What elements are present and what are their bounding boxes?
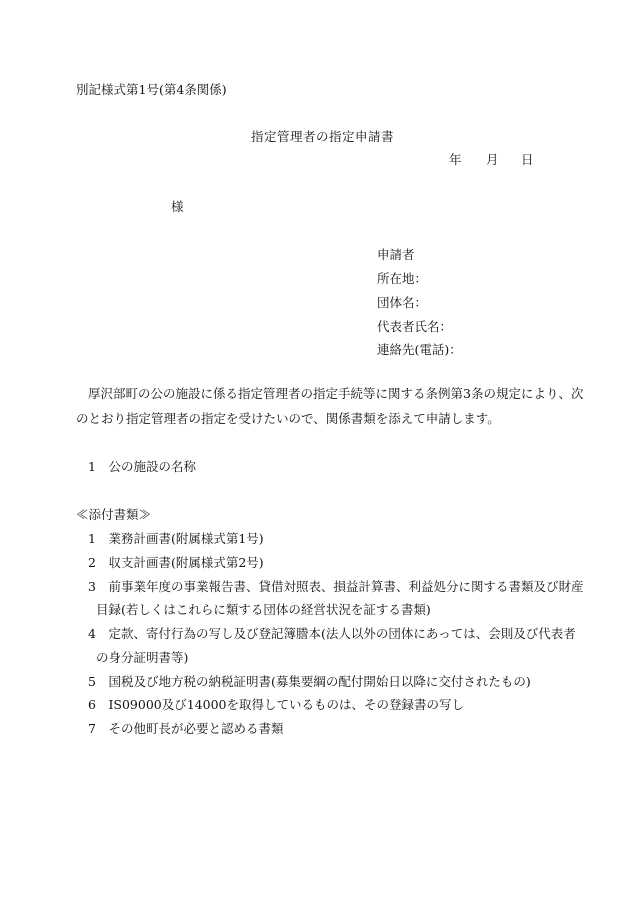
attachment-item-1: 1 業務計画書(附属様式第1号) [88,531,264,546]
attachments-heading: ≪添付書類≫ [76,507,152,522]
attachment-item-6: 6 IS09000及び14000を取得しているものは、その登録書の写し [88,697,464,712]
body-paragraph-line-2: のとおり指定管理者の指定を受けたいので、関係書類を添えて申請します。 [76,411,500,426]
date-year-label: 年 [449,152,462,167]
attachment-item-2: 2 収支計画書(附属様式第2号) [88,555,264,570]
addressee-honorific: 様 [171,199,184,214]
attachment-item-4: 4 定款、寄付行為の写し及び登記簿謄本(法人以外の団体にあっては、会則及び代表者 [88,626,576,641]
document-title: 指定管理者の指定申請書 [251,129,395,144]
attachment-item-4-continued: の身分証明書等) [96,650,189,665]
applicant-contact-label: 連絡先(電話)： [377,342,462,357]
attachment-item-3: 3 前事業年度の事業報告書、貸借対照表、損益計算書、利益処分に関する書類及び財産 [88,579,584,594]
body-paragraph-line-1: 厚沢部町の公の施設に係る指定管理者の指定手続等に関する条例第3条の規定により、次 [88,386,584,401]
attachment-item-5: 5 国税及び地方税の納税証明書(募集要綱の配付開始日以降に交付されたもの) [88,674,531,689]
attachment-item-3-continued: 目録(若しくはこれらに類する団体の経営状況を証する書類) [96,602,431,617]
attachment-item-7: 7 その他町長が必要と認める書類 [88,721,284,736]
date-month-label: 月 [486,152,499,167]
form-reference: 別記様式第1号(第4条関係) [76,82,227,97]
applicant-representative-label: 代表者氏名： [377,319,453,334]
applicant-org-name-label: 団体名： [377,295,428,310]
facility-name-item: 1 公の施設の名称 [88,459,196,474]
date-day-label: 日 [521,152,534,167]
applicant-heading: 申請者 [377,247,415,262]
applicant-address-label: 所在地： [377,271,428,286]
